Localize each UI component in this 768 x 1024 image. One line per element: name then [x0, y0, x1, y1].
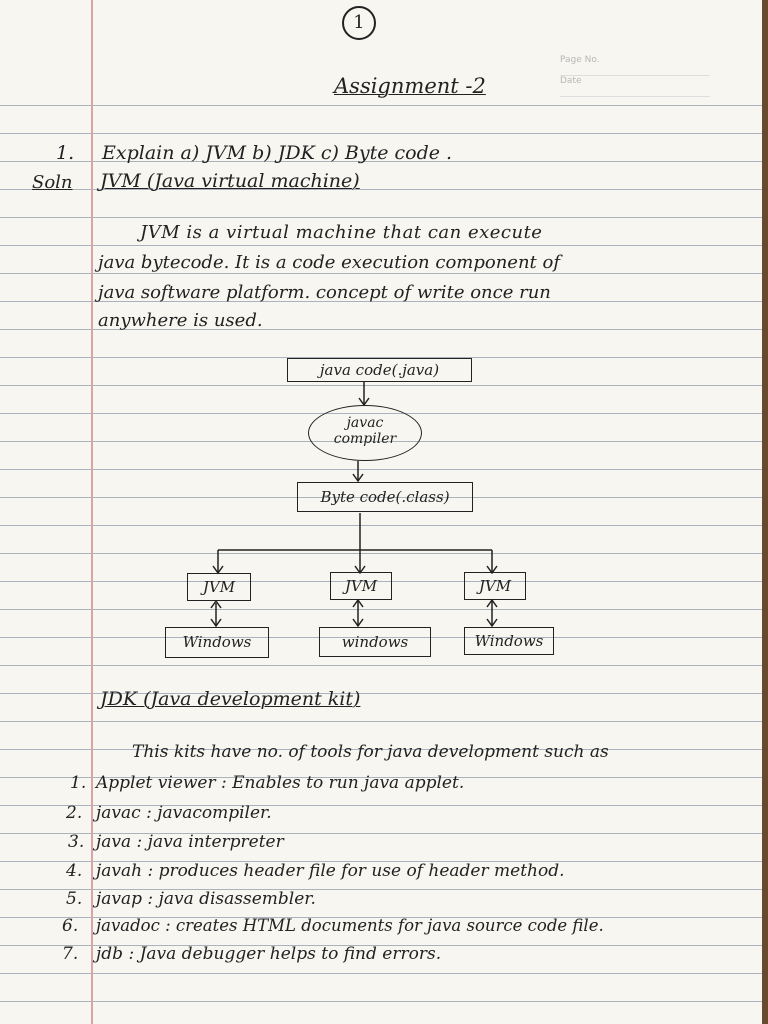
page-no-field: Page No. [560, 55, 710, 76]
jvm-heading: JVM (Java virtual machine) [100, 170, 360, 192]
flow-windows-box-1: Windows [165, 627, 269, 658]
jdk-item-4: javah : produces header file for use of header method. [96, 861, 565, 881]
jdk-item-number-1: 1. [70, 773, 87, 793]
question-number: 1. [56, 142, 75, 164]
compiler-line-1: javac [346, 415, 384, 431]
flow-windows-box-3: Windows [464, 627, 554, 655]
jdk-heading: JDK (Java development kit) [100, 688, 361, 710]
flow-java-code-box: java code(.java) [287, 358, 472, 382]
jvm-line-3: java software platform. concept of write once run [98, 282, 551, 303]
jdk-item-6: javadoc : creates HTML documents for java source code file. [96, 916, 604, 935]
jvm-line-1: JVM is a virtual machine that can execute [140, 222, 543, 243]
jdk-item-number-4: 4. [66, 861, 83, 881]
jdk-item-number-5: 5. [66, 889, 83, 909]
flow-jvm-box-1: JVM [187, 573, 251, 601]
compiler-line-2: compiler [333, 431, 397, 447]
jvm-line-4: anywhere is used. [98, 310, 263, 331]
date-field: Date [560, 76, 710, 97]
jdk-item-2: javac : javacompiler. [96, 803, 272, 823]
jdk-item-1: Applet viewer : Enables to run java applet. [96, 773, 465, 793]
jdk-item-number-2: 2. [66, 803, 83, 823]
flow-javac-compiler-oval [308, 405, 422, 461]
jdk-item-5: javap : java disassembler. [96, 889, 316, 909]
flow-jvm-box-3: JVM [464, 572, 526, 600]
jdk-item-number-6: 6. [62, 916, 79, 936]
solution-label: Soln [32, 172, 73, 193]
jdk-intro: This kits have no. of tools for java development such as [132, 742, 609, 762]
jdk-item-number-7: 7. [62, 944, 79, 964]
page-number: 1 [342, 6, 376, 40]
jdk-item-3: java : java interpreter [96, 832, 284, 852]
flow-windows-box-2: windows [319, 627, 431, 657]
jvm-line-2: java bytecode. It is a code execution component of [98, 252, 561, 273]
jdk-item-number-3: 3. [68, 832, 85, 852]
flow-jvm-box-2: JVM [330, 572, 392, 600]
jdk-item-7: jdb : Java debugger helps to find errors. [96, 944, 442, 964]
assignment-title: Assignment -2 [334, 74, 486, 98]
flow-byte-code-box: Byte code(.class) [297, 482, 473, 512]
question-text: Explain a) JVM b) JDK c) Byte code . [102, 142, 453, 164]
